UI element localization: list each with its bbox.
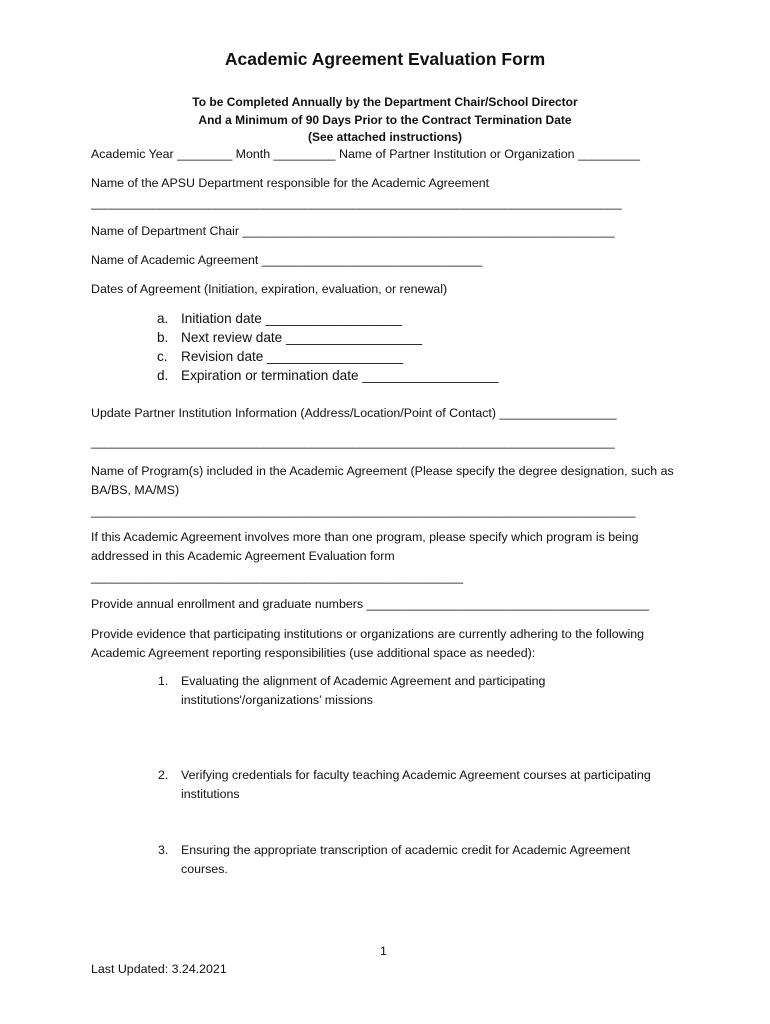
responsibility-3-text: Ensuring the appropriate transcription of academic credit for Academic Agreement courses.	[181, 843, 631, 876]
responsibility-1-text: Evaluating the alignment of Academic Agreement and participating institutions'/organizations’ missions	[181, 674, 546, 707]
subtitle-line-1: To be Completed Annually by the Department Chair/School Director	[192, 95, 578, 109]
multi-program-field[interactable]: ______________________________________________________	[91, 570, 464, 584]
initiation-date-field[interactable]: Initiation date __________________	[181, 311, 402, 326]
academic-agreement-name-field[interactable]: Name of Academic Agreement ________________________________	[91, 253, 483, 267]
subtitle-line-2: And a Minimum of 90 Days Prior to the Contract Termination Date	[198, 113, 572, 127]
responsibility-marker-3: 3.	[158, 843, 169, 857]
responsibility-marker-1: 1.	[158, 674, 169, 688]
last-updated: Last Updated: 3.24.2021	[91, 962, 227, 976]
evidence-instructions: Provide evidence that participating institutions or organizations are currently adhering to the following Academic Agreement reporting responsibilities (use additional space as needed):	[91, 627, 645, 660]
partner-info-field[interactable]: Update Partner Institution Information (Address/Location/Point of Contact) _________________	[91, 406, 617, 420]
next-review-date-field[interactable]: Next review date __________________	[181, 330, 423, 345]
form-title: Academic Agreement Evaluation Form	[224, 49, 546, 69]
academic-year-month-partner-field[interactable]: Academic Year ________ Month _________ Name of Partner Institution or Organization _________	[91, 147, 641, 161]
programs-label: Name of Program(s) included in the Academic Agreement (Please specify the degree designation, such as BA/BS, MA/MS)	[91, 464, 674, 497]
department-chair-field[interactable]: Name of Department Chair ______________________________________________________	[91, 224, 615, 238]
programs-field[interactable]: _______________________________________________________________________________	[91, 504, 636, 518]
dates-list-marker-a: a.	[157, 311, 169, 326]
dates-list-marker-c: c.	[157, 349, 168, 364]
partner-info-field-line-2[interactable]: ____________________________________________________________________________	[91, 435, 615, 449]
department-field[interactable]: _____________________________________________________________________________	[91, 196, 622, 210]
multi-program-label: If this Academic Agreement involves more than one program, please specify which program is being addressed in this Academic Agreement Evaluation form	[91, 530, 639, 563]
expiration-date-field[interactable]: Expiration or termination date __________________	[181, 368, 499, 383]
revision-date-field[interactable]: Revision date __________________	[181, 349, 404, 364]
page-number: 1	[380, 944, 387, 958]
dates-list-marker-d: d.	[157, 368, 169, 383]
responsibility-marker-2: 2.	[158, 768, 169, 782]
department-label: Name of the APSU Department responsible for the Academic Agreement	[91, 176, 490, 190]
enrollment-field[interactable]: Provide annual enrollment and graduate numbers _________________________________________	[91, 597, 650, 611]
dates-of-agreement-label: Dates of Agreement (Initiation, expiration, evaluation, or renewal)	[91, 282, 448, 296]
subtitle-line-3: (See attached instructions)	[307, 130, 463, 144]
responsibility-2-text: Verifying credentials for faculty teaching Academic Agreement courses at participating institutions	[181, 768, 651, 801]
dates-list-marker-b: b.	[157, 330, 169, 345]
